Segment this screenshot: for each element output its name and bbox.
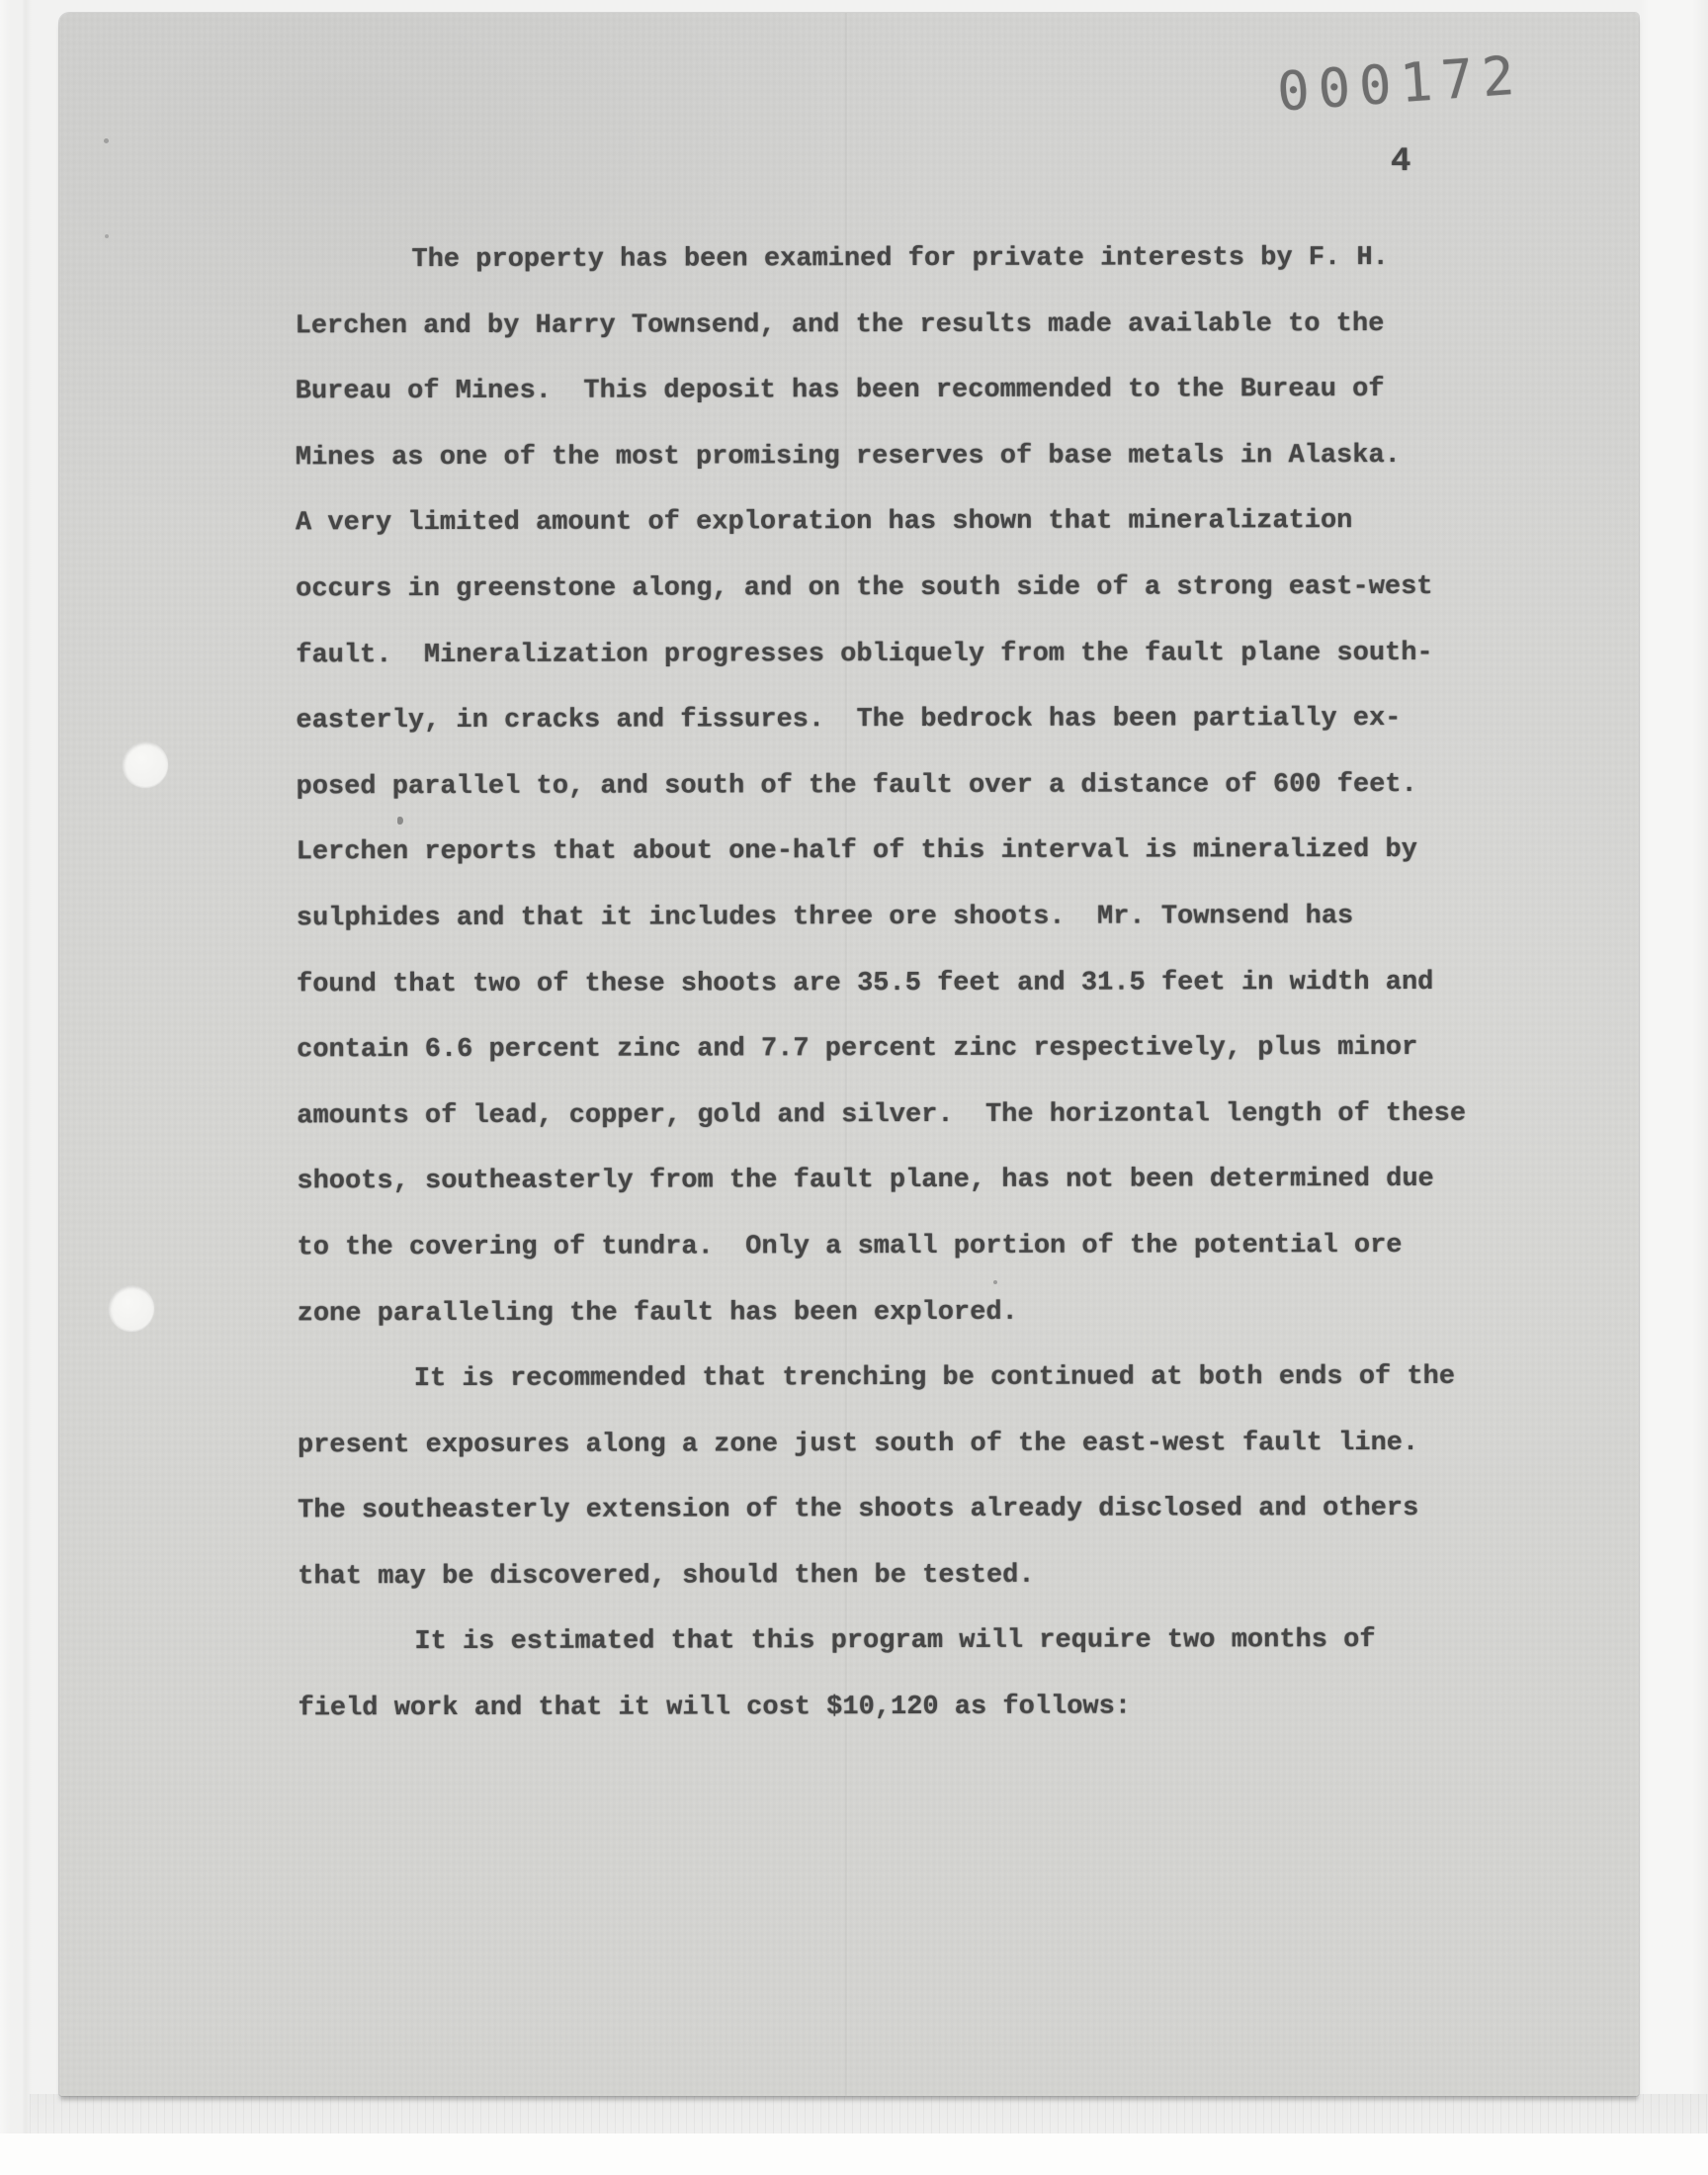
- text-line: The southeasterly extension of the shoots already disclosed and others: [298, 1494, 1419, 1526]
- text-line: present exposures along a zone just south of the east-west fault line.: [297, 1428, 1419, 1461]
- punch-hole-top: [123, 741, 168, 787]
- scan-speck: [993, 1280, 997, 1284]
- text-line: The property has been examined for private interests by F. H.: [411, 243, 1389, 276]
- text-line: found that two of these shoots are 35.5 feet and 31.5 feet in width and: [296, 967, 1434, 1000]
- scanner-streaks: [30, 2094, 1708, 2133]
- text-line: A very limited amount of exploration has shown that mineralization: [295, 506, 1353, 539]
- text-line: to the covering of tundra. Only a small portion of the potential ore: [297, 1230, 1403, 1263]
- punch-hole-bottom: [109, 1285, 154, 1331]
- text-line: fault. Mineralization progresses obliquely from the fault plane south-: [296, 638, 1433, 670]
- text-line: Mines as one of the most promising reserves of base metals in Alaska.: [295, 440, 1401, 474]
- text-line: It is recommended that trenching be continued at both ends of the: [413, 1361, 1456, 1395]
- text-line: Lerchen reports that about one-half of this interval is mineralized by: [296, 835, 1417, 868]
- typed-text: [295, 225, 1563, 1742]
- text-line: contain 6.6 percent zinc and 7.7 percent zinc respectively, plus minor: [297, 1033, 1418, 1066]
- text-line: Lerchen and by Harry Townsend, and the results made available to the: [295, 308, 1385, 341]
- text-line: posed parallel to, and south of the fault over a distance of 600 feet.: [296, 769, 1417, 803]
- text-line: amounts of lead, copper, gold and silver. The horizontal length of these: [297, 1098, 1467, 1132]
- text-line: field work and that it will cost $10,120 as follows:: [298, 1692, 1132, 1724]
- text-line: It is estimated that this program will require two months of: [414, 1625, 1376, 1658]
- text-line: Bureau of Mines. This deposit has been recommended to the Bureau of: [295, 375, 1385, 407]
- text-line: shoots, southeasterly from the fault plane, has not been determined due: [297, 1165, 1434, 1197]
- text-line: sulphides and that it includes three ore shoots. Mr. Townsend has: [296, 902, 1354, 934]
- text-line: zone paralleling the fault has been explored.: [297, 1297, 1018, 1329]
- paper-sheet: [59, 13, 1639, 2096]
- scan-speck: [397, 817, 403, 825]
- scan-speck: [104, 138, 109, 143]
- text-line: occurs in greenstone along, and on the south side of a strong east-west: [296, 571, 1433, 605]
- page-number: 4: [1391, 143, 1411, 181]
- scan-speck: [105, 234, 109, 238]
- serial-number-stamp: 000172: [1275, 44, 1525, 124]
- text-line: easterly, in cracks and fissures. The bedrock has been partially ex-: [296, 704, 1402, 737]
- text-line: that may be discovered, should then be tested.: [298, 1560, 1035, 1593]
